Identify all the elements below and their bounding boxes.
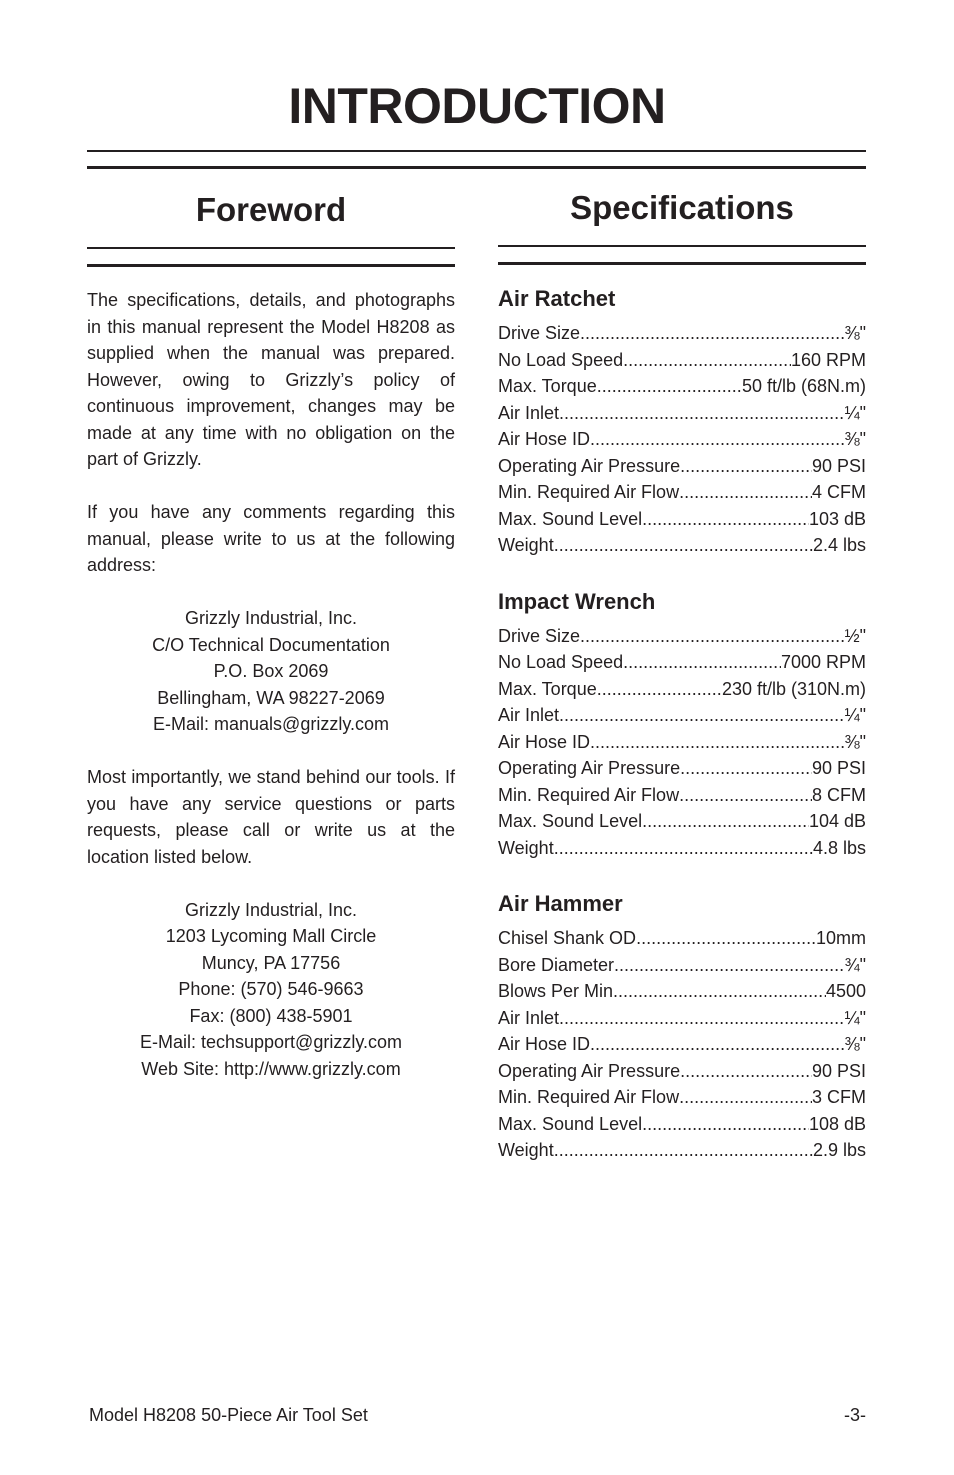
leader-dots — [559, 1005, 845, 1032]
spec-value: ¼" — [844, 1007, 866, 1028]
address-line: Bellingham, WA 98227-2069 — [157, 687, 385, 708]
spec-row — [498, 400, 866, 427]
spec-group-title: Air Ratchet — [498, 286, 616, 311]
spec-row — [498, 347, 866, 374]
leader-dots — [679, 1084, 812, 1111]
leader-dots — [642, 1111, 809, 1138]
spec-label: Air Inlet — [498, 705, 560, 725]
specifications-heading: Specifications — [570, 189, 794, 226]
leader-dots — [590, 426, 845, 453]
foreword-rule-bottom — [87, 264, 455, 267]
specifications-rule-bottom — [498, 262, 866, 265]
leader-dots — [554, 835, 813, 862]
spec-label: No Load Speed — [498, 349, 624, 370]
spec-row — [498, 729, 866, 756]
spec-label: Air Hose ID — [498, 731, 591, 752]
spec-value: 103 dB — [808, 508, 866, 529]
leader-dots — [580, 320, 845, 347]
spec-label: No Load Speed — [498, 652, 624, 672]
spec-row — [498, 453, 866, 480]
spec-label: Air Inlet — [498, 402, 560, 423]
spec-label: Air Inlet — [498, 1007, 560, 1028]
leader-dots — [636, 925, 816, 952]
spec-row — [498, 1111, 866, 1138]
spec-row — [498, 702, 866, 729]
spec-row — [498, 952, 866, 979]
address-line: 1203 Lycoming Mall Circle — [165, 926, 377, 946]
spec-row — [498, 506, 866, 533]
specifications-section — [498, 283, 866, 1191]
spec-group-air-hammer — [498, 888, 866, 1164]
leader-dots — [680, 453, 812, 480]
leader-dots — [580, 623, 845, 650]
spec-row — [498, 755, 866, 782]
footer-page-number: -3- — [844, 1405, 866, 1425]
leader-dots — [642, 506, 809, 533]
spec-value: ¼" — [844, 705, 866, 725]
spec-label: Drive Size — [498, 323, 581, 343]
leader-dots — [613, 978, 826, 1005]
spec-label: Air Hose ID — [498, 429, 591, 449]
spec-row — [498, 1137, 866, 1164]
spec-value: ⅜" — [844, 323, 866, 343]
spec-value: 90 PSI — [811, 758, 866, 778]
spec-label: Weight — [498, 535, 554, 555]
foreword-heading: Foreword — [195, 191, 347, 228]
spec-row — [498, 479, 866, 506]
leader-dots — [597, 373, 742, 400]
spec-value: 160 RPM — [790, 349, 866, 370]
leader-dots — [554, 1137, 813, 1164]
spec-value: ¼" — [844, 402, 866, 423]
spec-row — [498, 1031, 866, 1058]
address-fax: Fax: (800) 438-5901 — [189, 1005, 353, 1026]
spec-value: 3 CFM — [812, 1087, 866, 1107]
address-line: P.O. Box 2069 — [213, 661, 329, 681]
address-line: Muncy, PA 17756 — [201, 952, 341, 973]
spec-row — [498, 1084, 866, 1111]
footer-model: Model H8208 50-Piece Air Tool Set — [89, 1405, 368, 1425]
foreword-section — [87, 287, 455, 1109]
spec-label: Air Hose ID — [498, 1034, 591, 1054]
spec-value: 8 CFM — [812, 784, 866, 805]
address-phone: Phone: (570) 546-9663 — [178, 979, 364, 999]
address-line: Grizzly Industrial, Inc. — [184, 899, 358, 920]
spec-row — [498, 623, 866, 650]
leader-dots — [623, 649, 781, 676]
spec-value: ½" — [844, 625, 866, 646]
spec-group-impact-wrench — [498, 586, 866, 862]
spec-row — [498, 649, 866, 676]
leader-dots — [559, 400, 845, 427]
spec-value: ⅜" — [844, 731, 866, 752]
spec-row — [498, 426, 866, 453]
spec-value: ⅜" — [844, 1034, 866, 1054]
spec-value: 50 ft/lb (68N.m) — [741, 376, 866, 396]
spec-value: 90 PSI — [811, 1060, 866, 1081]
spec-row — [498, 320, 866, 347]
foreword-paragraph-3: Most importantly, we stand behind our tools. If you have any service questions or parts requests, please call or write us at the location listed below. — [87, 767, 455, 867]
foreword-paragraph-2: If you have any comments regarding this manual, please write to us at the following address: — [87, 502, 455, 575]
spec-value: ⅜" — [844, 429, 866, 449]
spec-label: Weight — [498, 837, 554, 858]
spec-row — [498, 978, 866, 1005]
spec-group-title: Air Hammer — [498, 891, 623, 916]
leader-dots — [680, 1058, 812, 1085]
spec-value: 4500 — [825, 981, 866, 1001]
leader-dots — [559, 702, 845, 729]
spec-row — [498, 782, 866, 809]
spec-row — [498, 925, 866, 952]
page-title: INTRODUCTION — [288, 78, 666, 134]
documentation-address — [87, 605, 455, 738]
leader-dots — [642, 808, 809, 835]
leader-dots — [679, 479, 812, 506]
spec-label: Max. Sound Level — [498, 508, 643, 529]
spec-label: Max. Torque — [498, 376, 597, 396]
leader-dots — [590, 729, 845, 756]
spec-row — [498, 835, 866, 862]
spec-label: Max. Sound Level — [498, 811, 643, 831]
spec-group-air-ratchet — [498, 283, 866, 559]
leader-dots — [614, 952, 845, 979]
specifications-rule-top — [498, 245, 866, 247]
leader-dots — [623, 347, 791, 374]
address-website: Web Site: http://www.grizzly.com — [141, 1058, 401, 1079]
spec-label: Operating Air Pressure — [498, 758, 681, 778]
spec-value: 2.4 lbs — [812, 535, 866, 555]
spec-value: 10mm — [815, 928, 866, 948]
leader-dots — [597, 676, 722, 703]
leader-dots — [554, 532, 813, 559]
spec-row — [498, 1005, 866, 1032]
address-email: E-Mail: manuals@grizzly.com — [153, 714, 389, 734]
spec-value: 7000 RPM — [780, 652, 866, 672]
spec-value: 108 dB — [808, 1113, 866, 1134]
spec-label: Drive Size — [498, 625, 581, 646]
spec-label: Max. Sound Level — [498, 1113, 643, 1134]
spec-label: Weight — [498, 1140, 554, 1160]
foreword-paragraph-1: The specifications, details, and photographs in this manual represent the Model H8208 as supplied when the manual was prepared. However, owing to Grizzly’s policy of continuous improvement, changes may be made at any time with no obligation on the part of Grizzly. — [87, 290, 455, 469]
foreword-rule-top — [87, 247, 455, 249]
spec-row — [498, 808, 866, 835]
address-line: Grizzly Industrial, Inc. — [184, 608, 358, 628]
spec-label: Min. Required Air Flow — [498, 482, 680, 502]
title-rule-top — [87, 150, 866, 152]
title-rule-bottom — [87, 166, 866, 169]
spec-label: Min. Required Air Flow — [498, 784, 680, 805]
address-line: C/O Technical Documentation — [152, 634, 390, 655]
spec-label: Max. Torque — [498, 678, 597, 699]
spec-value: 90 PSI — [811, 455, 866, 476]
spec-value: 2.9 lbs — [812, 1140, 866, 1160]
spec-label: Operating Air Pressure — [498, 455, 681, 476]
spec-row — [498, 1058, 866, 1085]
spec-value: 4 CFM — [812, 482, 866, 502]
spec-label: Chisel Shank OD — [498, 928, 637, 948]
spec-row — [498, 373, 866, 400]
spec-row — [498, 532, 866, 559]
spec-group-title: Impact Wrench — [498, 588, 656, 614]
leader-dots — [590, 1031, 845, 1058]
spec-value: ¾" — [844, 954, 866, 975]
spec-label: Min. Required Air Flow — [498, 1087, 680, 1107]
address-email: E-Mail: techsupport@grizzly.com — [139, 1032, 402, 1052]
service-address — [87, 897, 455, 1083]
spec-value: 230 ft/lb (310N.m) — [721, 678, 866, 699]
spec-value: 104 dB — [808, 811, 866, 831]
leader-dots — [680, 755, 812, 782]
spec-label: Operating Air Pressure — [498, 1060, 681, 1081]
spec-label: Blows Per Min — [498, 981, 614, 1001]
leader-dots — [679, 782, 812, 809]
spec-value: 4.8 lbs — [812, 837, 866, 858]
spec-label: Bore Diameter — [498, 954, 615, 975]
spec-row — [498, 676, 866, 703]
